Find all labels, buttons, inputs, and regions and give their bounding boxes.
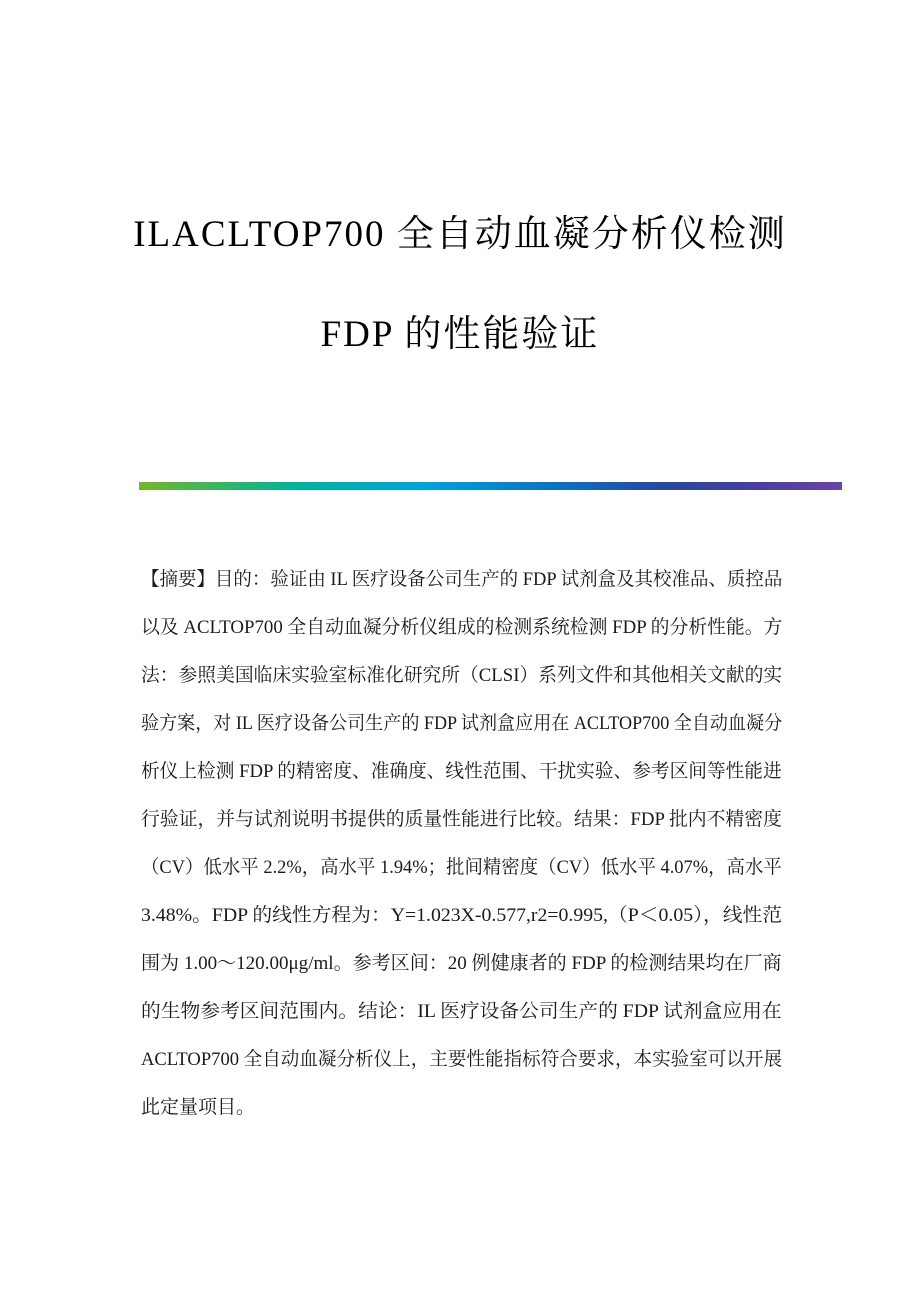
abstract-line: ACLTOP700 全自动血凝分析仪上，主要性能指标符合要求，本实验室可以开展 <box>141 1049 783 1070</box>
abstract-paragraph <box>141 556 782 1132</box>
gradient-divider-bar <box>139 482 842 490</box>
abstract-line: 行验证，并与试剂说明书提供的质量性能进行比较。结果：FDP 批内不精密度 <box>141 809 782 830</box>
abstract-line: 【摘要】目的：验证由 IL 医疗设备公司生产的 FDP 试剂盒及其校准品、质控品 <box>141 569 783 590</box>
abstract-line-last: 此定量项目。 <box>141 1097 256 1118</box>
document-title-text: ILACLTOP700 全自动血凝分析仪检测 <box>133 214 787 255</box>
abstract-line: 法：参照美国临床实验室标准化研究所（CLSI）系列文件和其他相关文献的实 <box>141 665 783 686</box>
abstract-line: 3.48%。FDP 的线性方程为：Y=1.023X-0.577,r2=0.995,（P＜0.05），线性范 <box>141 905 783 926</box>
document-title-line-2 <box>0 312 920 358</box>
document-title-text: FDP 的性能验证 <box>320 314 600 355</box>
abstract-line: 围为 1.00～120.00μg/ml。参考区间：20 例健康者的 FDP 的检测结果均在厂商 <box>141 953 782 974</box>
abstract-line: （CV）低水平 2.2%，高水平 1.94%；批间精密度（CV）低水平 4.07%，高水平 <box>141 857 782 878</box>
abstract-line: 的生物参考区间范围内。结论：IL 医疗设备公司生产的 FDP 试剂盒应用在 <box>141 1001 782 1022</box>
abstract-line: 以及 ACLTOP700 全自动血凝分析仪组成的检测系统检测 FDP 的分析性能。方 <box>141 617 783 638</box>
abstract-line: 析仪上检测 FDP 的精密度、准确度、线性范围、干扰实验、参考区间等性能进 <box>141 761 782 782</box>
document-title-line-1 <box>0 212 920 258</box>
abstract-line: 验方案，对 IL 医疗设备公司生产的 FDP 试剂盒应用在 ACLTOP700 全自动血凝分 <box>141 713 783 734</box>
